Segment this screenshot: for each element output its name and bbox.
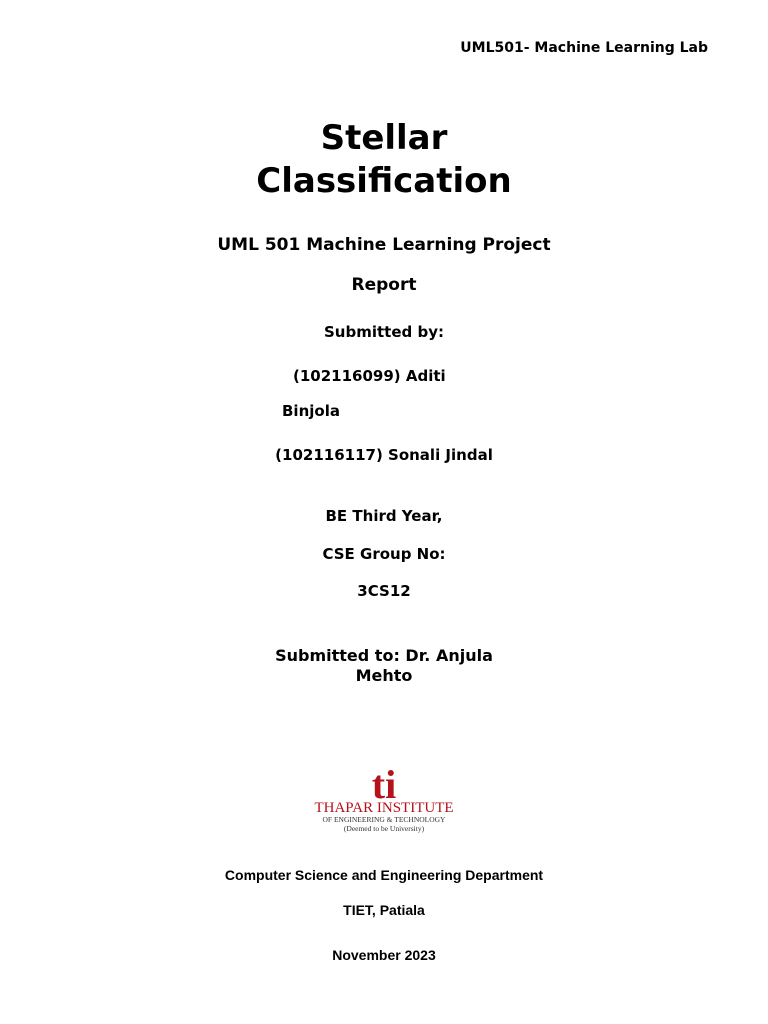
member-1-line-2: Binjola — [282, 402, 340, 420]
report-title-line-1: Stellar — [320, 118, 448, 158]
logo-note: (Deemed to be University) — [343, 824, 425, 833]
report-title-line-2: Classification — [256, 161, 512, 201]
submitted-to-line-2: Mehto — [355, 666, 413, 685]
class-year: BE Third Year, — [325, 507, 443, 525]
department: Computer Science and Engineering Department — [224, 867, 544, 883]
member-1-line-1: (102116099) Aditi — [293, 367, 446, 385]
logo-mark: ti — [371, 762, 397, 807]
group-label: CSE Group No: — [322, 545, 446, 563]
logo-name: THAPAR INSTITUTE — [314, 800, 454, 816]
group-number: 3CS12 — [357, 582, 411, 600]
page-header-course-code: UML501- Machine Learning Lab — [460, 40, 708, 56]
thapar-institute-logo — [304, 762, 464, 836]
submitted-to-line-1: Submitted to: Dr. Anjula — [275, 646, 493, 665]
member-2: (102116117) Sonali Jindal — [275, 446, 493, 464]
submitted-by-label: Submitted by: — [324, 323, 444, 341]
report-subtitle-line-1: UML 501 Machine Learning Project — [217, 235, 551, 255]
institute-place: TIET, Patiala — [343, 902, 425, 918]
report-date: November 2023 — [332, 947, 436, 963]
logo-tagline: OF ENGINEERING & TECHNOLOGY — [322, 815, 446, 824]
report-subtitle-line-2: Report — [351, 275, 417, 295]
